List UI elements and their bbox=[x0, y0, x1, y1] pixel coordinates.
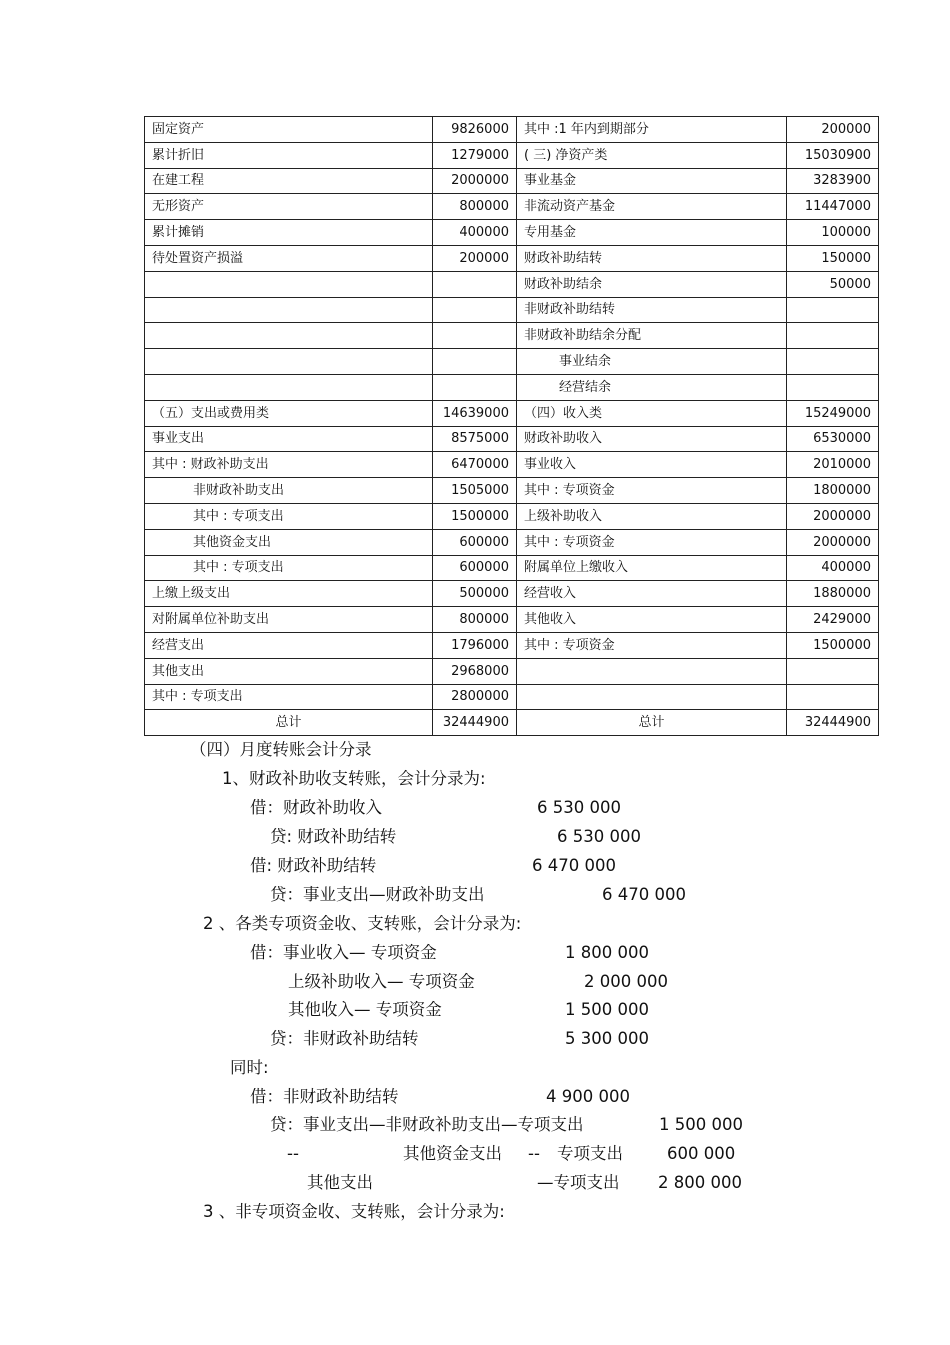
left-label-cell: 累计摊销 bbox=[145, 220, 433, 246]
left-label-cell: 事业支出 bbox=[145, 426, 433, 452]
right-value-cell: 15030900 bbox=[787, 142, 879, 168]
table-row bbox=[145, 297, 879, 323]
right-label-cell: 事业基金 bbox=[517, 168, 787, 194]
total-left-value: 32444900 bbox=[433, 710, 517, 736]
table-row bbox=[145, 632, 879, 658]
section-heading: （四）月度转账会计分录 bbox=[190, 740, 372, 759]
e1-debit-amount: 6 530 000 bbox=[537, 798, 621, 817]
left-label-cell: 经营支出 bbox=[145, 632, 433, 658]
table-row bbox=[145, 581, 879, 607]
e2-credit-amount: 6 470 000 bbox=[602, 885, 686, 904]
right-value-cell: 11447000 bbox=[787, 194, 879, 220]
right-value-cell bbox=[787, 297, 879, 323]
e4-credit1-amount: 1 500 000 bbox=[659, 1115, 743, 1134]
e2-debit: 借: 财政补助结转 bbox=[250, 856, 377, 875]
e1-debit: 借：财政补助收入 bbox=[250, 798, 382, 817]
left-value-cell: 2800000 bbox=[433, 684, 517, 710]
right-value-cell: 2000000 bbox=[787, 503, 879, 529]
total-right-label: 总计 bbox=[517, 710, 787, 736]
e3-credit-amount: 5 300 000 bbox=[565, 1029, 649, 1048]
left-label-cell: 上缴上级支出 bbox=[145, 581, 433, 607]
left-value-cell: 400000 bbox=[433, 220, 517, 246]
left-label-cell: 无形资产 bbox=[145, 194, 433, 220]
right-value-cell bbox=[787, 374, 879, 400]
right-label-cell: ( 三) 净资产类 bbox=[517, 142, 787, 168]
left-label-cell: 累计折旧 bbox=[145, 142, 433, 168]
left-label-cell: 其中 : 财政补助支出 bbox=[145, 452, 433, 478]
left-value-cell: 800000 bbox=[433, 194, 517, 220]
table-row bbox=[145, 478, 879, 504]
e3-debit3-amount: 1 500 000 bbox=[565, 1000, 649, 1019]
right-value-cell: 400000 bbox=[787, 555, 879, 581]
e4-credit3-sub: —专项支出 bbox=[537, 1173, 620, 1192]
table-row bbox=[145, 349, 879, 375]
left-label-cell bbox=[145, 374, 433, 400]
right-label-cell: 财政补助结余 bbox=[517, 271, 787, 297]
e2-credit: 贷：事业支出—财政补助支出 bbox=[270, 885, 485, 904]
right-value-cell bbox=[787, 323, 879, 349]
table-row bbox=[145, 426, 879, 452]
table-row bbox=[145, 168, 879, 194]
simultaneous-label: 同时: bbox=[230, 1058, 269, 1077]
right-label-cell: 非流动资产基金 bbox=[517, 194, 787, 220]
e4-credit2-sub: 专项支出 bbox=[557, 1144, 623, 1163]
right-value-cell: 2010000 bbox=[787, 452, 879, 478]
table-row bbox=[145, 117, 879, 143]
right-value-cell: 15249000 bbox=[787, 400, 879, 426]
right-value-cell: 150000 bbox=[787, 245, 879, 271]
table-row bbox=[145, 142, 879, 168]
right-label-cell: 其他收入 bbox=[517, 607, 787, 633]
right-value-cell: 6530000 bbox=[787, 426, 879, 452]
left-label-cell: 其中 : 专项支出 bbox=[145, 503, 433, 529]
left-value-cell: 6470000 bbox=[433, 452, 517, 478]
right-label-cell: （四）收入类 bbox=[517, 400, 787, 426]
e3-debit2: 上级补助收入— 专项资金 bbox=[288, 972, 475, 991]
left-value-cell: 500000 bbox=[433, 581, 517, 607]
e4-credit2-amount: 600 000 bbox=[667, 1144, 736, 1163]
total-right-value: 32444900 bbox=[787, 710, 879, 736]
left-value-cell: 800000 bbox=[433, 607, 517, 633]
right-label-cell bbox=[517, 658, 787, 684]
left-value-cell: 14639000 bbox=[433, 400, 517, 426]
e1-credit-amount: 6 530 000 bbox=[557, 827, 641, 846]
left-value-cell: 600000 bbox=[433, 555, 517, 581]
e4-credit1: 贷：事业支出—非财政补助支出—专项支出 bbox=[270, 1115, 584, 1134]
e4-credit2-label: 其他资金支出 bbox=[403, 1144, 502, 1163]
e4-credit2-dash: -- bbox=[287, 1144, 299, 1163]
left-label-cell: 非财政补助支出 bbox=[145, 478, 433, 504]
left-label-cell: 其中 : 专项支出 bbox=[145, 555, 433, 581]
right-label-cell: 附属单位上缴收入 bbox=[517, 555, 787, 581]
table-row bbox=[145, 245, 879, 271]
e4-debit-amount: 4 900 000 bbox=[546, 1087, 630, 1106]
e1-credit: 贷: 财政补助结转 bbox=[270, 827, 397, 846]
right-label-cell: 事业收入 bbox=[517, 452, 787, 478]
table-row bbox=[145, 607, 879, 633]
e4-credit3-label: 其他支出 bbox=[307, 1173, 373, 1192]
left-value-cell bbox=[433, 349, 517, 375]
item3-title: 3 、非专项资金收、支转账，会计分录为: bbox=[203, 1202, 505, 1221]
left-label-cell: 对附属单位补助支出 bbox=[145, 607, 433, 633]
right-value-cell: 50000 bbox=[787, 271, 879, 297]
e4-debit: 借：非财政补助结转 bbox=[250, 1087, 399, 1106]
right-label-cell: 其中 : 专项资金 bbox=[517, 478, 787, 504]
right-value-cell bbox=[787, 349, 879, 375]
right-label-cell bbox=[517, 684, 787, 710]
table-row bbox=[145, 452, 879, 478]
left-value-cell bbox=[433, 374, 517, 400]
table-total-row bbox=[145, 710, 879, 736]
item2-title: 2 、各类专项资金收、支转账，会计分录为: bbox=[203, 914, 522, 933]
table-row bbox=[145, 271, 879, 297]
e2-debit-amount: 6 470 000 bbox=[532, 856, 616, 875]
table-row bbox=[145, 555, 879, 581]
left-value-cell bbox=[433, 323, 517, 349]
right-label-cell: 非财政补助结余分配 bbox=[517, 323, 787, 349]
left-label-cell: 其他资金支出 bbox=[145, 529, 433, 555]
right-value-cell bbox=[787, 684, 879, 710]
right-value-cell: 1800000 bbox=[787, 478, 879, 504]
item1-title: 1、财政补助收支转账，会计分录为: bbox=[222, 769, 486, 788]
table-row bbox=[145, 658, 879, 684]
left-value-cell: 200000 bbox=[433, 245, 517, 271]
e3-debit1: 借：事业收入— 专项资金 bbox=[250, 943, 437, 962]
left-label-cell: 其中 : 专项支出 bbox=[145, 684, 433, 710]
left-value-cell: 8575000 bbox=[433, 426, 517, 452]
left-value-cell: 1505000 bbox=[433, 478, 517, 504]
left-label-cell: （五）支出或费用类 bbox=[145, 400, 433, 426]
balance-table bbox=[144, 116, 879, 736]
right-label-cell: 财政补助结转 bbox=[517, 245, 787, 271]
table-row bbox=[145, 684, 879, 710]
left-value-cell: 9826000 bbox=[433, 117, 517, 143]
table-row bbox=[145, 194, 879, 220]
left-value-cell: 1279000 bbox=[433, 142, 517, 168]
left-label-cell bbox=[145, 297, 433, 323]
e4-credit2-separator: -- bbox=[528, 1144, 540, 1163]
e3-debit3: 其他收入— 专项资金 bbox=[288, 1000, 442, 1019]
right-label-cell: 上级补助收入 bbox=[517, 503, 787, 529]
left-label-cell bbox=[145, 349, 433, 375]
left-value-cell: 2968000 bbox=[433, 658, 517, 684]
table-row bbox=[145, 374, 879, 400]
e4-credit3-amount: 2 800 000 bbox=[658, 1173, 742, 1192]
right-value-cell bbox=[787, 658, 879, 684]
left-value-cell: 1500000 bbox=[433, 503, 517, 529]
right-label-cell: 其中 : 专项资金 bbox=[517, 632, 787, 658]
table-row bbox=[145, 400, 879, 426]
total-left-label: 总计 bbox=[145, 710, 433, 736]
right-label-cell: 专用基金 bbox=[517, 220, 787, 246]
table-row bbox=[145, 323, 879, 349]
right-value-cell: 200000 bbox=[787, 117, 879, 143]
e3-debit1-amount: 1 800 000 bbox=[565, 943, 649, 962]
table-row bbox=[145, 220, 879, 246]
balance-table-body bbox=[145, 117, 879, 710]
left-label-cell: 其他支出 bbox=[145, 658, 433, 684]
right-label-cell: 经营结余 bbox=[517, 374, 787, 400]
right-value-cell: 100000 bbox=[787, 220, 879, 246]
right-value-cell: 2429000 bbox=[787, 607, 879, 633]
right-value-cell: 1880000 bbox=[787, 581, 879, 607]
right-value-cell: 3283900 bbox=[787, 168, 879, 194]
right-label-cell: 其中 : 专项资金 bbox=[517, 529, 787, 555]
left-label-cell: 在建工程 bbox=[145, 168, 433, 194]
e3-credit: 贷：非财政补助结转 bbox=[270, 1029, 419, 1048]
left-label-cell: 固定资产 bbox=[145, 117, 433, 143]
left-value-cell bbox=[433, 271, 517, 297]
right-label-cell: 事业结余 bbox=[517, 349, 787, 375]
e3-debit2-amount: 2 000 000 bbox=[584, 972, 668, 991]
right-label-cell: 其中 :1 年内到期部分 bbox=[517, 117, 787, 143]
right-value-cell: 1500000 bbox=[787, 632, 879, 658]
left-value-cell: 600000 bbox=[433, 529, 517, 555]
table-row bbox=[145, 529, 879, 555]
left-label-cell bbox=[145, 323, 433, 349]
left-label-cell bbox=[145, 271, 433, 297]
table-row bbox=[145, 503, 879, 529]
right-value-cell: 2000000 bbox=[787, 529, 879, 555]
right-label-cell: 经营收入 bbox=[517, 581, 787, 607]
left-value-cell bbox=[433, 297, 517, 323]
right-label-cell: 财政补助收入 bbox=[517, 426, 787, 452]
left-label-cell: 待处置资产损溢 bbox=[145, 245, 433, 271]
left-value-cell: 1796000 bbox=[433, 632, 517, 658]
left-value-cell: 2000000 bbox=[433, 168, 517, 194]
right-label-cell: 非财政补助结转 bbox=[517, 297, 787, 323]
